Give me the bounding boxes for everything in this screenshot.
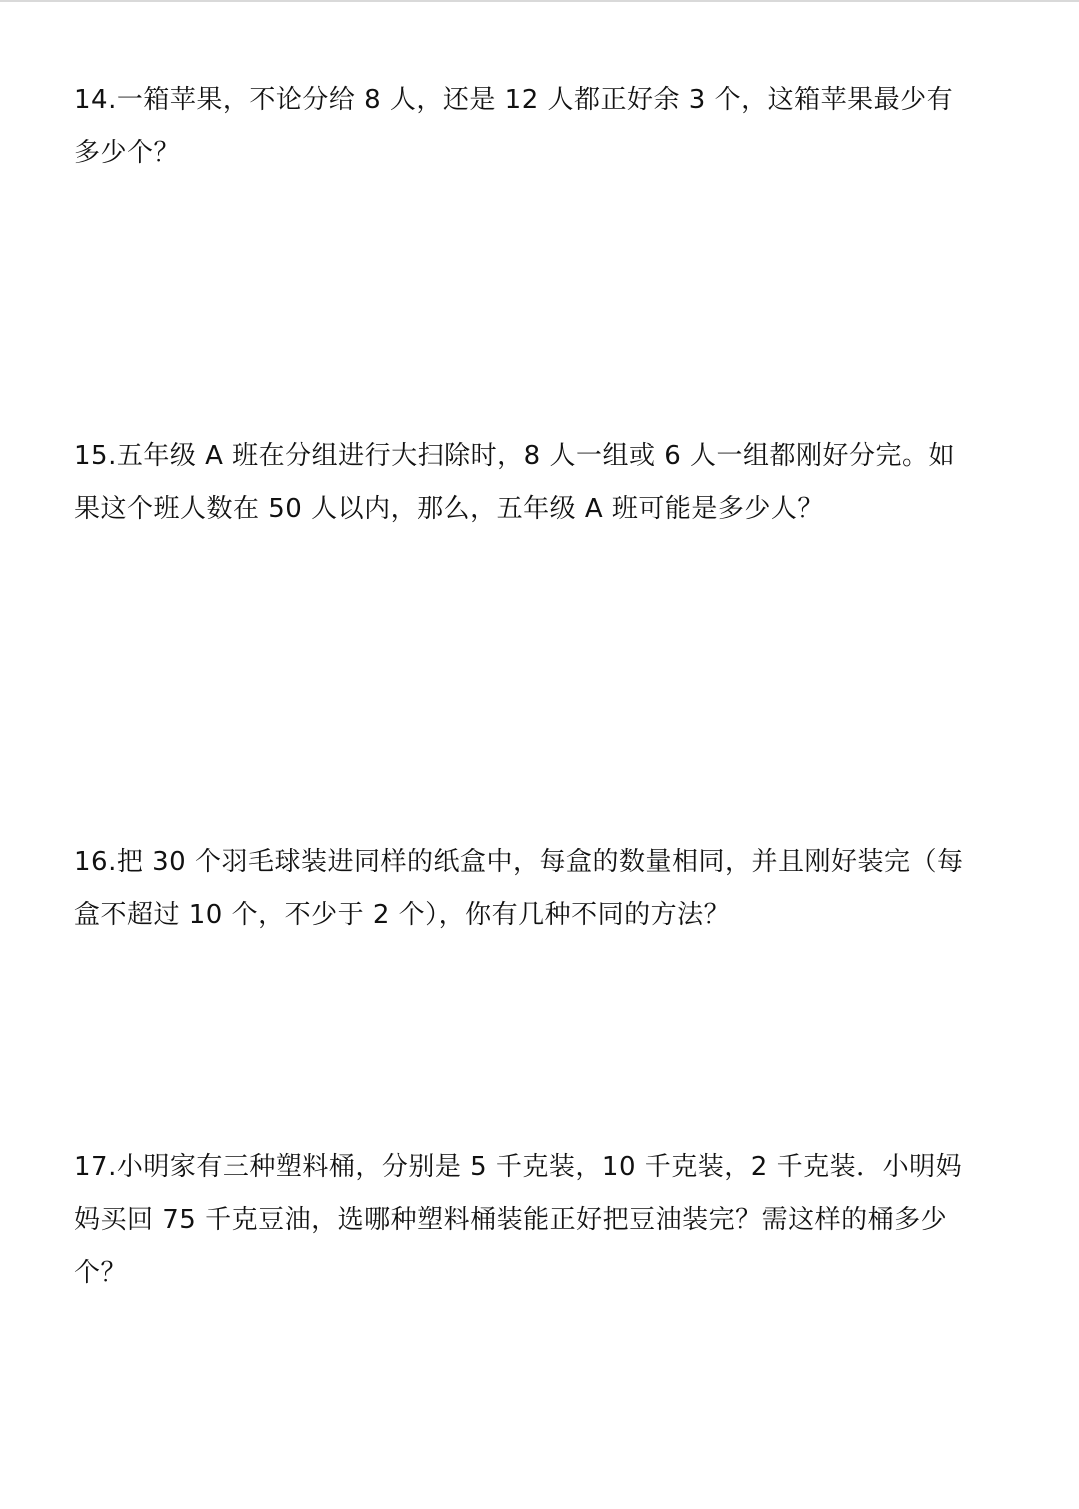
question-text-line: 16.把 30 个羽毛球装进同样的纸盒中，每盒的数量相同，并且刚好装完（每 xyxy=(74,847,964,877)
question-text-line: 15.五年级 A 班在分组进行大扫除时，8 人一组或 6 人一组都刚好分完。如 xyxy=(74,441,956,471)
question-15 xyxy=(74,430,1014,536)
question-14 xyxy=(74,74,1014,180)
question-text-line: 妈买回 75 千克豆油，选哪种塑料桶装能正好把豆油装完？需这样的桶多少 xyxy=(74,1205,948,1235)
question-text-line: 17.小明家有三种塑料桶，分别是 5 千克装，10 千克装，2 千克装．小明妈 xyxy=(74,1152,963,1182)
question-text-line: 果这个班人数在 50 人以内，那么，五年级 A 班可能是多少人？ xyxy=(74,494,824,524)
question-16 xyxy=(74,836,1014,942)
question-17 xyxy=(74,1141,1014,1300)
question-text-line: 14.一箱苹果，不论分给 8 人，还是 12 人都正好余 3 个，这箱苹果最少有 xyxy=(74,85,954,115)
top-divider xyxy=(0,0,1079,2)
question-text-line: 个？ xyxy=(74,1258,128,1288)
question-text-line: 多少个？ xyxy=(74,138,181,168)
question-text-line: 盒不超过 10 个，不少于 2 个），你有几种不同的方法？ xyxy=(74,900,731,930)
